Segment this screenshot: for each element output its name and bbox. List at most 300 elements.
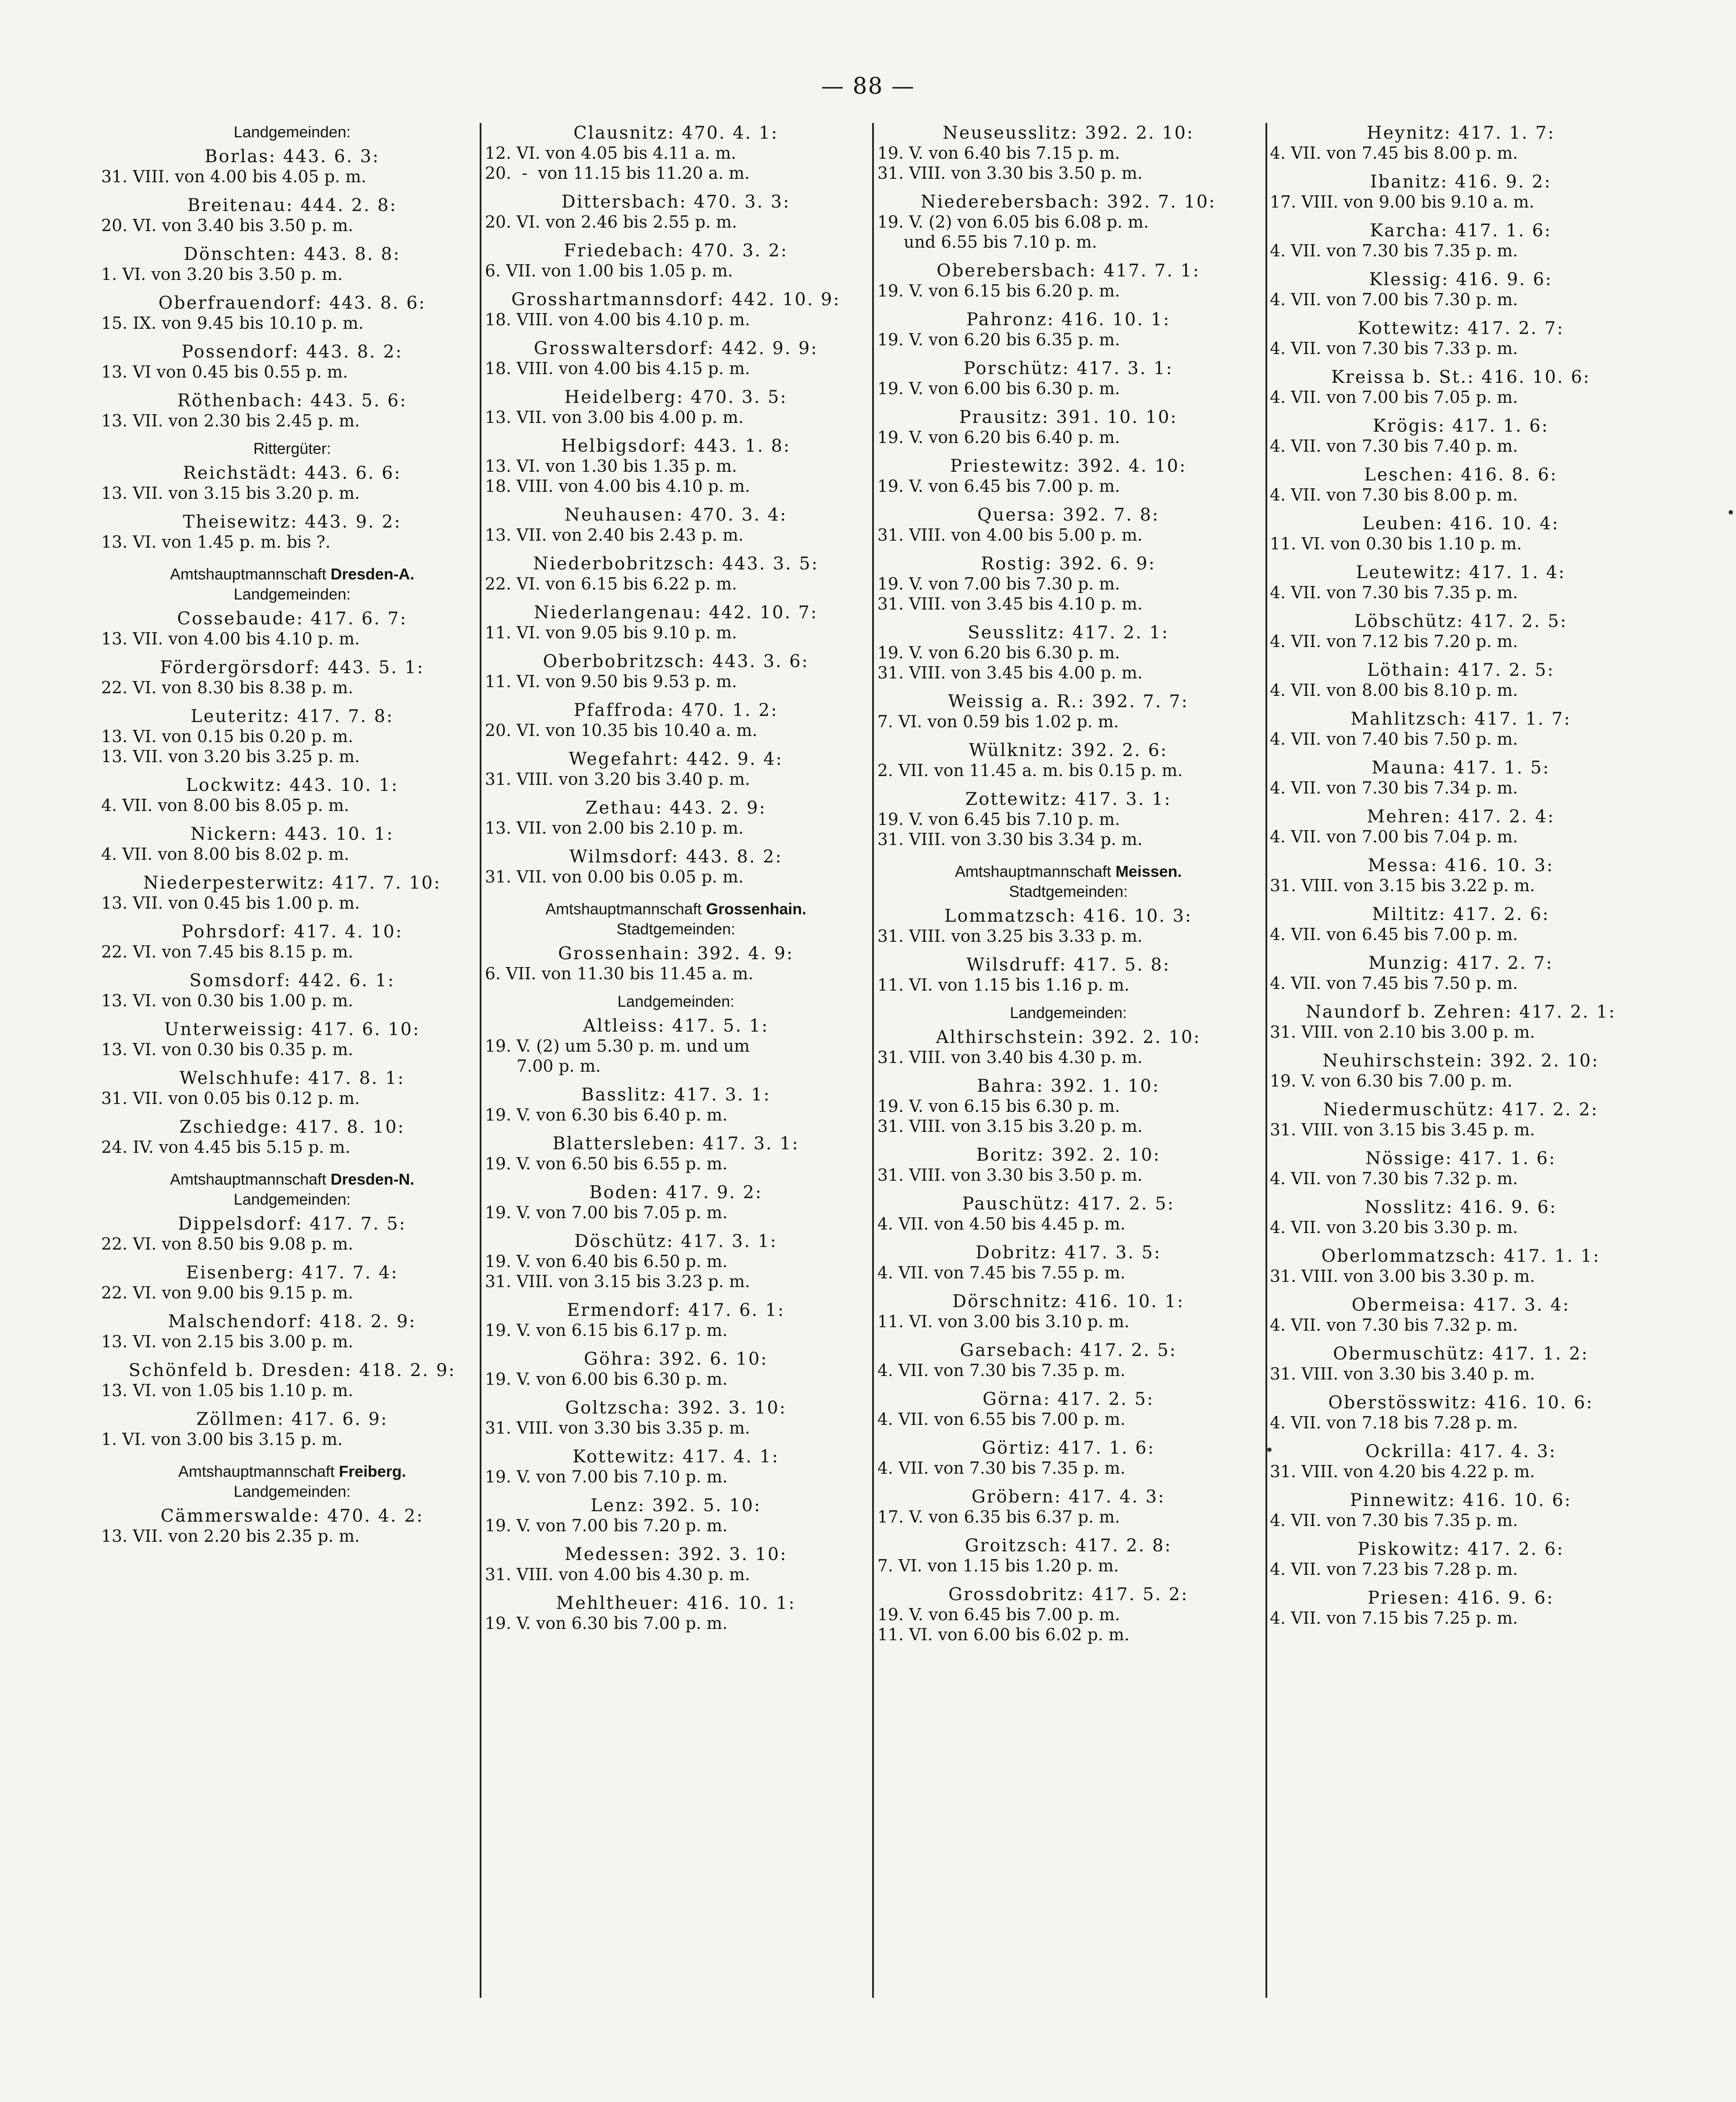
place-name-line: Leuben: 416. 10. 4: xyxy=(1362,514,1559,534)
place-entry xyxy=(1270,855,1652,896)
place-name-line: Cossebaude: 417. 6. 7: xyxy=(177,609,407,629)
date-time-line: 13. VI. von 1.30 bis 1.35 p. m. xyxy=(485,457,737,476)
date-time-line: 13. VI. von 1.45 p. m. bis ?. xyxy=(101,532,331,552)
place-name-line: Wilsdruff: 417. 5. 8: xyxy=(966,955,1170,975)
place-entry xyxy=(485,1496,867,1536)
place-name-line: Wilmsdorf: 443. 8. 2: xyxy=(569,847,783,867)
date-time-line: 4. VII. von 8.00 bis 8.02 p. m. xyxy=(101,845,349,864)
place-name-line: Niederlangenau: 442. 10. 7: xyxy=(534,603,818,623)
place-name-line: Boritz: 392. 2. 10: xyxy=(976,1145,1161,1165)
place-entry xyxy=(877,407,1259,447)
date-time-line: 12. VI. von 4.05 bis 4.11 a. m. xyxy=(485,143,737,163)
district-heading-prefix: Amtshauptmannschaft xyxy=(545,900,706,918)
place-name-line: Eisenberg: 417. 7. 4: xyxy=(186,1263,399,1283)
place-name-line: Miltitz: 417. 2. 6: xyxy=(1372,904,1550,924)
subsection-heading: Landgemeinden: xyxy=(233,123,351,141)
place-entry xyxy=(877,955,1259,995)
date-time-line: 31. VIII. von 3.30 bis 3.40 p. m. xyxy=(1270,1364,1535,1383)
date-time-line: 13. VII. von 2.20 bis 2.35 p. m. xyxy=(101,1526,360,1546)
place-entry xyxy=(1270,1051,1652,1091)
date-time-line: 4. VII. von 7.30 bis 7.35 p. m. xyxy=(877,1361,1126,1380)
date-time-line: 4. VII. von 8.00 bis 8.05 p. m. xyxy=(101,796,349,815)
place-name-line: Oberbobritzsch: 443. 3. 6: xyxy=(542,651,809,671)
place-entry xyxy=(101,195,483,235)
place-entry xyxy=(101,391,483,431)
place-name-line: Döschütz: 417. 3. 1: xyxy=(574,1231,778,1251)
date-time-line: 13. VII. von 3.00 bis 4.00 p. m. xyxy=(485,408,744,427)
date-time-line: 31. VIII. von 4.00 bis 4.05 p. m. xyxy=(101,167,367,186)
place-name-line: Basslitz: 417. 3. 1: xyxy=(581,1085,771,1105)
place-name-line: Oberfrauendorf: 443. 8. 6: xyxy=(158,293,426,313)
date-time-line: 31. VIII. von 3.20 bis 3.40 p. m. xyxy=(485,770,750,789)
date-time-line: 4. VII. von 7.30 bis 7.35 p. m. xyxy=(1270,583,1518,602)
place-entry xyxy=(485,241,867,281)
subsection-heading: Landgemeinden: xyxy=(233,1482,351,1500)
text-column-3 xyxy=(877,123,1259,1653)
date-time-line: 7. VI. von 1.15 bis 1.20 p. m. xyxy=(877,1556,1119,1575)
date-time-line: 4. VII. von 7.00 bis 7.04 p. m. xyxy=(1270,827,1518,846)
place-entry xyxy=(101,463,483,503)
place-name-line: Neuhirschstein: 392. 2. 10: xyxy=(1323,1051,1599,1071)
place-entry xyxy=(485,1085,867,1125)
date-time-line: 7. VI. von 0.59 bis 1.02 p. m. xyxy=(877,712,1119,731)
place-name-line: Klessig: 416. 9. 6: xyxy=(1369,269,1553,290)
place-name-line: Wegefahrt: 442. 9. 4: xyxy=(569,749,783,769)
date-time-line: 19. V. von 6.30 bis 7.00 p. m. xyxy=(485,1614,728,1633)
place-name-line: Possendorf: 443. 8. 2: xyxy=(181,342,403,362)
date-time-line: 22. VI. von 9.00 bis 9.15 p. m. xyxy=(101,1283,354,1302)
place-entry xyxy=(485,554,867,594)
place-entry xyxy=(1270,318,1652,358)
date-time-line: 7.00 p. m. xyxy=(485,1056,601,1076)
date-time-line: 31. VIII. von 3.00 bis 3.30 p. m. xyxy=(1270,1267,1535,1286)
date-time-line: 19. V. von 6.20 bis 6.40 p. m. xyxy=(877,428,1120,447)
date-time-line: 22. VI. von 6.15 bis 6.22 p. m. xyxy=(485,574,737,593)
district-heading-prefix: Amtshauptmannschaft xyxy=(178,1462,339,1480)
date-time-line: 19. V. (2) von 6.05 bis 6.08 p. m. xyxy=(877,212,1149,232)
place-entry xyxy=(877,692,1259,732)
place-name-line: Oberlommatzsch: 417. 1. 1: xyxy=(1321,1246,1600,1266)
place-entry xyxy=(485,1231,867,1291)
date-time-line: 13. VI. von 0.30 bis 0.35 p. m. xyxy=(101,1040,354,1059)
district-heading-prefix: Amtshauptmannschaft xyxy=(170,565,331,583)
date-time-line: 13. VI. von 1.05 bis 1.10 p. m. xyxy=(101,1381,354,1400)
date-time-line: 4. VII. von 7.30 bis 7.35 p. m. xyxy=(1270,1511,1518,1530)
place-name-line: Grosswaltersdorf: 442. 9. 9: xyxy=(534,338,818,358)
date-time-line: 31. VIII. von 3.45 bis 4.00 p. m. xyxy=(877,663,1143,682)
text-column-2 xyxy=(485,123,867,1642)
place-entry xyxy=(101,922,483,962)
place-name-line: Grossdobritz: 417. 5. 2: xyxy=(948,1584,1189,1605)
date-time-line: 19. V. von 6.40 bis 7.15 p. m. xyxy=(877,143,1120,163)
place-entry xyxy=(485,1349,867,1389)
place-entry xyxy=(1270,1441,1652,1482)
date-time-line: 18. VIII. von 4.00 bis 4.15 p. m. xyxy=(485,359,750,378)
date-time-line: 13. VI. von 0.30 bis 1.00 p. m. xyxy=(101,991,354,1010)
place-entry xyxy=(877,261,1259,301)
place-entry xyxy=(1270,1246,1652,1286)
place-entry xyxy=(485,847,867,887)
place-entry xyxy=(101,1409,483,1449)
date-time-line: 4. VII. von 7.30 bis 7.32 p. m. xyxy=(1270,1169,1518,1188)
date-time-line: 31. VIII. von 3.30 bis 3.35 p. m. xyxy=(485,1418,750,1438)
date-time-line: 19. V. von 6.20 bis 6.30 p. m. xyxy=(877,643,1120,662)
place-entry xyxy=(485,192,867,232)
place-entry xyxy=(101,775,483,815)
district-heading xyxy=(485,900,867,918)
place-name-line: Nosslitz: 416. 9. 6: xyxy=(1364,1197,1557,1217)
place-name-line: Porschütz: 417. 3. 1: xyxy=(963,358,1173,378)
place-entry xyxy=(1270,1148,1652,1189)
place-name-line: Unterweissig: 417. 6. 10: xyxy=(164,1019,420,1039)
place-entry xyxy=(485,1134,867,1174)
place-entry xyxy=(1270,465,1652,505)
place-entry xyxy=(101,971,483,1011)
date-time-line: 31. VIII. von 3.40 bis 4.30 p. m. xyxy=(877,1048,1143,1067)
place-entry xyxy=(877,623,1259,683)
place-entry xyxy=(485,1398,867,1438)
place-name-line: Borlas: 443. 6. 3: xyxy=(205,146,380,167)
place-entry xyxy=(101,1214,483,1254)
place-entry xyxy=(1270,1100,1652,1140)
place-name-line: Lockwitz: 443. 10. 1: xyxy=(186,775,399,795)
place-name-line: Pinnewitz: 416. 10. 6: xyxy=(1350,1490,1572,1510)
place-entry xyxy=(877,1340,1259,1380)
date-time-line: 20. VI. von 3.40 bis 3.50 p. m. xyxy=(101,216,354,235)
date-time-line: 31. VIII. von 3.30 bis 3.50 p. m. xyxy=(877,1165,1143,1185)
date-time-line: 31. VIII. von 3.15 bis 3.23 p. m. xyxy=(485,1272,750,1291)
date-time-line: 19. V. von 7.00 bis 7.10 p. m. xyxy=(485,1467,728,1486)
date-time-line: 4. VII. von 7.30 bis 8.00 p. m. xyxy=(1270,485,1518,504)
place-name-line: Nössige: 417. 1. 6: xyxy=(1365,1148,1556,1169)
place-name-line: Zottewitz: 417. 3. 1: xyxy=(965,789,1172,809)
place-entry xyxy=(1270,1344,1652,1384)
subsection-heading: Stadtgemeinden: xyxy=(616,920,736,938)
place-entry xyxy=(485,700,867,740)
place-name-line: Theisewitz: 443. 9. 2: xyxy=(183,512,402,532)
place-name-line: Löthain: 417. 2. 5: xyxy=(1367,660,1555,680)
place-name-line: Althirschstein: 392. 2. 10: xyxy=(936,1027,1201,1047)
place-entry xyxy=(877,310,1259,350)
date-time-line: 19. V. von 6.45 bis 7.00 p. m. xyxy=(877,477,1120,496)
place-entry xyxy=(877,1438,1259,1478)
place-name-line: Zethau: 443. 2. 9: xyxy=(585,798,767,818)
place-name-line: Niederbobritzsch: 443. 3. 5: xyxy=(533,554,819,574)
place-entry xyxy=(101,1117,483,1157)
date-time-line: 13. VI. von 2.15 bis 3.00 p. m. xyxy=(101,1332,354,1351)
place-name-line: Kreissa b. St.: 416. 10. 6: xyxy=(1331,367,1591,387)
place-entry xyxy=(877,456,1259,496)
district-name: Meissen. xyxy=(1115,862,1182,880)
district-heading-prefix: Amtshauptmannschaft xyxy=(955,862,1116,880)
place-entry xyxy=(1270,514,1652,554)
date-time-line: 19. V. von 6.45 bis 7.00 p. m. xyxy=(877,1605,1120,1624)
date-time-line: 19. V. von 7.00 bis 7.30 p. m. xyxy=(877,574,1120,593)
place-entry xyxy=(1270,1197,1652,1237)
place-entry xyxy=(101,1019,483,1060)
place-name-line: Cämmerswalde: 470. 4. 2: xyxy=(160,1506,424,1526)
place-entry xyxy=(101,293,483,333)
date-time-line: 20. VI. von 10.35 bis 10.40 a. m. xyxy=(485,721,757,740)
date-time-line: 4. VII. von 7.30 bis 7.35 p. m. xyxy=(877,1458,1126,1478)
place-name-line: Grossenhain: 392. 4. 9: xyxy=(558,944,794,964)
place-entry xyxy=(485,1300,867,1340)
date-time-line: und 6.55 bis 7.10 p. m. xyxy=(877,232,1097,252)
date-time-line: 31. VIII. von 3.30 bis 3.50 p. m. xyxy=(877,164,1143,183)
place-entry xyxy=(101,512,483,552)
place-entry xyxy=(101,1312,483,1352)
place-name-line: Krögis: 417. 1. 6: xyxy=(1373,416,1549,436)
date-time-line: 1. VI. von 3.20 bis 3.50 p. m. xyxy=(101,265,343,284)
date-time-line: 11. VI. von 6.00 bis 6.02 p. m. xyxy=(877,1625,1130,1644)
date-time-line: 17. VIII. von 9.00 bis 9.10 a. m. xyxy=(1270,192,1535,211)
subsection-heading: Stadtgemeinden: xyxy=(1009,882,1128,900)
subsection-heading: Landgemeinden: xyxy=(1010,1004,1127,1022)
place-entry xyxy=(485,1544,867,1584)
date-time-line: 31. VIII. von 3.45 bis 4.10 p. m. xyxy=(877,594,1143,613)
place-entry xyxy=(877,1584,1259,1645)
date-time-line: 31. VIII. von 4.00 bis 4.30 p. m. xyxy=(485,1565,750,1584)
place-name-line: Kottewitz: 417. 2. 7: xyxy=(1357,318,1564,338)
district-heading-prefix: Amtshauptmannschaft xyxy=(170,1170,331,1188)
place-name-line: Mahlitzsch: 417. 1. 7: xyxy=(1351,709,1571,729)
date-time-line: 6. VII. von 1.00 bis 1.05 p. m. xyxy=(485,261,733,280)
place-entry xyxy=(485,1593,867,1633)
place-entry xyxy=(1270,221,1652,261)
place-name-line: Zöllmen: 417. 6. 9: xyxy=(196,1409,388,1429)
place-name-line: Nickern: 443. 10. 1: xyxy=(190,824,394,844)
place-name-line: Gröbern: 417. 4. 3: xyxy=(971,1487,1166,1507)
date-time-line: 4. VII. von 7.18 bis 7.28 p. m. xyxy=(1270,1413,1518,1432)
place-name-line: Lenz: 392. 5. 10: xyxy=(590,1496,761,1516)
subsection-heading: Rittergüter: xyxy=(253,439,331,457)
place-entry xyxy=(1270,1002,1652,1042)
place-name-line: Pauschütz: 417. 2. 5: xyxy=(962,1194,1175,1214)
date-time-line: 6. VII. von 11.30 bis 11.45 a. m. xyxy=(485,964,754,983)
place-name-line: Mehltheuer: 416. 10. 1: xyxy=(556,1593,796,1613)
place-entry xyxy=(485,290,867,330)
place-name-line: Neuseusslitz: 392. 2. 10: xyxy=(942,123,1194,143)
place-name-line: Niedermuschütz: 417. 2. 2: xyxy=(1323,1100,1599,1120)
place-name-line: Groitzsch: 417. 2. 8: xyxy=(965,1536,1172,1556)
place-entry xyxy=(101,873,483,913)
place-entry xyxy=(1270,953,1652,993)
place-entry xyxy=(877,1027,1259,1067)
place-entry xyxy=(1270,709,1652,749)
place-name-line: Goltzscha: 392. 3. 10: xyxy=(565,1398,787,1418)
place-name-line: Mauna: 417. 1. 5: xyxy=(1371,758,1550,778)
place-entry xyxy=(877,1291,1259,1332)
place-entry xyxy=(1270,1295,1652,1335)
date-time-line: 4. VII. von 7.45 bis 8.00 p. m. xyxy=(1270,143,1518,163)
date-time-line: 31. VII. von 0.00 bis 0.05 p. m. xyxy=(485,867,744,886)
place-name-line: Pfaffroda: 470. 1. 2: xyxy=(573,700,778,720)
place-entry xyxy=(877,1076,1259,1136)
date-time-line: 4. VII. von 3.20 bis 3.30 p. m. xyxy=(1270,1218,1518,1237)
margin-dot-mark xyxy=(1729,510,1733,514)
place-entry xyxy=(101,1506,483,1546)
date-time-line: 18. VIII. von 4.00 bis 4.10 p. m. xyxy=(485,477,750,496)
margin-dot-mark xyxy=(1267,1448,1272,1452)
text-column-4 xyxy=(1270,123,1652,1637)
place-entry xyxy=(877,740,1259,780)
date-time-line: 4. VII. von 7.30 bis 7.34 p. m. xyxy=(1270,778,1518,797)
place-name-line: Rostig: 392. 6. 9: xyxy=(981,554,1156,574)
place-name-line: Zschiedge: 417. 8. 10: xyxy=(179,1117,405,1137)
place-entry xyxy=(101,1263,483,1303)
date-time-line: 4. VII. von 6.45 bis 7.00 p. m. xyxy=(1270,925,1518,944)
date-time-line: 4. VII. von 7.30 bis 7.32 p. m. xyxy=(1270,1315,1518,1335)
place-name-line: Görtiz: 417. 1. 6: xyxy=(982,1438,1155,1458)
date-time-line: 19. V. von 7.00 bis 7.05 p. m. xyxy=(485,1203,728,1222)
date-time-line: 4. VII. von 4.50 bis 4.45 p. m. xyxy=(877,1214,1126,1233)
place-name-line: Messa: 416. 10. 3: xyxy=(1368,855,1554,876)
date-time-line: 4. VII. von 7.12 bis 7.20 p. m. xyxy=(1270,632,1518,651)
date-time-line: 13. VI. von 0.15 bis 0.20 p. m. xyxy=(101,727,354,746)
date-time-line: 31. VIII. von 2.10 bis 3.00 p. m. xyxy=(1270,1022,1535,1042)
place-entry xyxy=(1270,562,1652,603)
column-divider xyxy=(872,123,874,1998)
date-time-line: 13. VII. von 0.45 bis 1.00 p. m. xyxy=(101,893,360,913)
place-name-line: Munzig: 417. 2. 7: xyxy=(1368,953,1553,973)
place-name-line: Priestewitz: 392. 4. 10: xyxy=(950,456,1187,476)
date-time-line: 19. V. von 6.15 bis 6.30 p. m. xyxy=(877,1097,1120,1116)
date-time-line: 22. VI. von 8.30 bis 8.38 p. m. xyxy=(101,678,354,697)
district-heading xyxy=(101,1170,483,1189)
date-time-line: 17. V. von 6.35 bis 6.37 p. m. xyxy=(877,1507,1120,1526)
date-time-line: 19. V. von 6.30 bis 7.00 p. m. xyxy=(1270,1071,1513,1090)
date-time-line: 19. V. von 6.15 bis 6.20 p. m. xyxy=(877,281,1120,300)
date-time-line: 15. IX. von 9.45 bis 10.10 p. m. xyxy=(101,313,364,333)
date-time-line: 22. VI. von 8.50 bis 9.08 p. m. xyxy=(101,1234,354,1254)
place-name-line: Malschendorf: 418. 2. 9: xyxy=(168,1312,416,1332)
place-name-line: Pahronz: 416. 10. 1: xyxy=(966,310,1170,330)
place-name-line: Piskowitz: 417. 2. 6: xyxy=(1357,1539,1564,1559)
date-time-line: 19. V. von 6.20 bis 6.35 p. m. xyxy=(877,330,1120,349)
place-name-line: Schönfeld b. Dresden: 418. 2. 9: xyxy=(128,1360,456,1380)
date-time-line: 20. - von 11.15 bis 11.20 a. m. xyxy=(485,164,750,183)
date-time-line: 11. VI. von 3.00 bis 3.10 p. m. xyxy=(877,1312,1130,1331)
district-name: Grossenhain. xyxy=(706,900,807,918)
place-name-line: Lommatzsch: 416. 10. 3: xyxy=(944,906,1193,926)
place-entry xyxy=(485,944,867,984)
place-name-line: Priesen: 416. 9. 6: xyxy=(1368,1588,1554,1608)
date-time-line: 19. V. von 6.00 bis 6.30 p. m. xyxy=(485,1370,728,1389)
place-name-line: Clausnitz: 470. 4. 1: xyxy=(573,123,778,143)
place-entry xyxy=(101,146,483,187)
place-name-line: Obermeisa: 417. 3. 4: xyxy=(1351,1295,1570,1315)
place-name-line: Ibanitz: 416. 9. 2: xyxy=(1370,172,1552,192)
place-entry xyxy=(1270,758,1652,798)
place-entry xyxy=(101,609,483,649)
place-name-line: Oberebersbach: 417. 7. 1: xyxy=(936,261,1201,281)
place-name-line: Welschhufe: 417. 8. 1: xyxy=(179,1068,405,1088)
district-heading xyxy=(877,862,1259,881)
place-name-line: Löbschütz: 417. 2. 5: xyxy=(1354,611,1568,631)
place-name-line: Altleiss: 417. 5. 1: xyxy=(583,1016,769,1036)
district-heading xyxy=(101,565,483,583)
date-time-line: 4. VII. von 7.15 bis 7.25 p. m. xyxy=(1270,1608,1518,1628)
place-name-line: Mehren: 417. 2. 4: xyxy=(1367,807,1555,827)
date-time-line: 19. V. von 6.50 bis 6.55 p. m. xyxy=(485,1154,728,1173)
place-entry xyxy=(877,192,1259,252)
date-time-line: 11. VI. von 9.05 bis 9.10 p. m. xyxy=(485,623,737,642)
place-name-line: Ockrilla: 417. 4. 3: xyxy=(1365,1441,1557,1462)
place-entry xyxy=(877,1194,1259,1234)
date-time-line: 13. VI von 0.45 bis 0.55 p. m. xyxy=(101,362,348,382)
place-entry xyxy=(485,798,867,838)
place-entry xyxy=(485,387,867,427)
date-time-line: 31. VIII. von 4.20 bis 4.22 p. m. xyxy=(1270,1462,1535,1481)
subsection-heading: Landgemeinden: xyxy=(233,585,351,603)
date-time-line: 19. V. (2) um 5.30 p. m. und um xyxy=(485,1036,750,1056)
place-name-line: Weissig a. R.: 392. 7. 7: xyxy=(948,692,1189,712)
place-entry xyxy=(877,906,1259,946)
date-time-line: 4. VII. von 6.55 bis 7.00 p. m. xyxy=(877,1410,1126,1429)
date-time-line: 13. VII. von 2.30 bis 2.45 p. m. xyxy=(101,411,360,430)
text-column-1 xyxy=(101,123,483,1555)
place-entry xyxy=(485,338,867,378)
date-time-line: 19. V. von 7.00 bis 7.20 p. m. xyxy=(485,1516,728,1535)
place-name-line: Somsdorf: 442. 6. 1: xyxy=(189,971,395,991)
place-name-line: Breitenau: 444. 2. 8: xyxy=(187,195,397,215)
district-name: Dresden-N. xyxy=(331,1170,415,1188)
place-name-line: Prausitz: 391. 10. 10: xyxy=(959,407,1178,427)
column-divider xyxy=(1265,123,1267,1998)
date-time-line: 18. VIII. von 4.00 bis 4.10 p. m. xyxy=(485,310,750,329)
place-name-line: Kottewitz: 417. 4. 1: xyxy=(573,1447,779,1467)
subsection-heading: Landgemeinden: xyxy=(233,1190,351,1208)
date-time-line: 1. VI. von 3.00 bis 3.15 p. m. xyxy=(101,1430,343,1449)
place-entry xyxy=(101,658,483,698)
date-time-line: 2. VII. von 11.45 a. m. bis 0.15 p. m. xyxy=(877,761,1183,780)
place-name-line: Dörschnitz: 416. 10. 1: xyxy=(952,1291,1184,1312)
date-time-line: 13. VII. von 3.20 bis 3.25 p. m. xyxy=(101,747,360,766)
date-time-line: 31. VIII. von 3.15 bis 3.45 p. m. xyxy=(1270,1120,1535,1139)
place-entry xyxy=(1270,611,1652,651)
date-time-line: 4. VII. von 7.30 bis 7.35 p. m. xyxy=(1270,241,1518,260)
district-heading xyxy=(101,1462,483,1481)
place-name-line: Dittersbach: 470. 3. 3: xyxy=(561,192,791,212)
place-entry xyxy=(877,1536,1259,1576)
place-entry xyxy=(1270,416,1652,456)
date-time-line: 4. VII. von 7.45 bis 7.50 p. m. xyxy=(1270,974,1518,993)
place-entry xyxy=(485,123,867,183)
date-time-line: 4. VII. von 7.30 bis 7.40 p. m. xyxy=(1270,436,1518,456)
place-name-line: Dippelsdorf: 417. 7. 5: xyxy=(178,1214,406,1234)
place-entry xyxy=(1270,1393,1652,1433)
place-name-line: Quersa: 392. 7. 8: xyxy=(977,505,1160,525)
place-name-line: Naundorf b. Zehren: 417. 2. 1: xyxy=(1306,1002,1616,1022)
place-entry xyxy=(101,824,483,864)
date-time-line: 4. VII. von 7.23 bis 7.28 p. m. xyxy=(1270,1560,1518,1579)
place-name-line: Blattersleben: 417. 3. 1: xyxy=(553,1134,799,1154)
date-time-line: 13. VII. von 2.00 bis 2.10 p. m. xyxy=(485,818,744,838)
place-entry xyxy=(1270,269,1652,310)
date-time-line: 4. VII. von 7.40 bis 7.50 p. m. xyxy=(1270,729,1518,749)
place-name-line: Medessen: 392. 3. 10: xyxy=(564,1544,788,1564)
date-time-line: 4. VII. von 7.30 bis 7.33 p. m. xyxy=(1270,339,1518,358)
place-name-line: Neuhausen: 470. 3. 4: xyxy=(564,505,788,525)
date-time-line: 4. VII. von 7.00 bis 7.30 p. m. xyxy=(1270,290,1518,309)
place-entry xyxy=(485,1447,867,1487)
date-time-line: 4. VII. von 7.45 bis 7.55 p. m. xyxy=(877,1263,1126,1282)
place-name-line: Boden: 417. 9. 2: xyxy=(589,1182,763,1203)
place-entry xyxy=(485,749,867,789)
district-name: Freiberg. xyxy=(339,1462,406,1480)
place-name-line: Leschen: 416. 8. 6: xyxy=(1364,465,1558,485)
place-entry xyxy=(877,1145,1259,1185)
